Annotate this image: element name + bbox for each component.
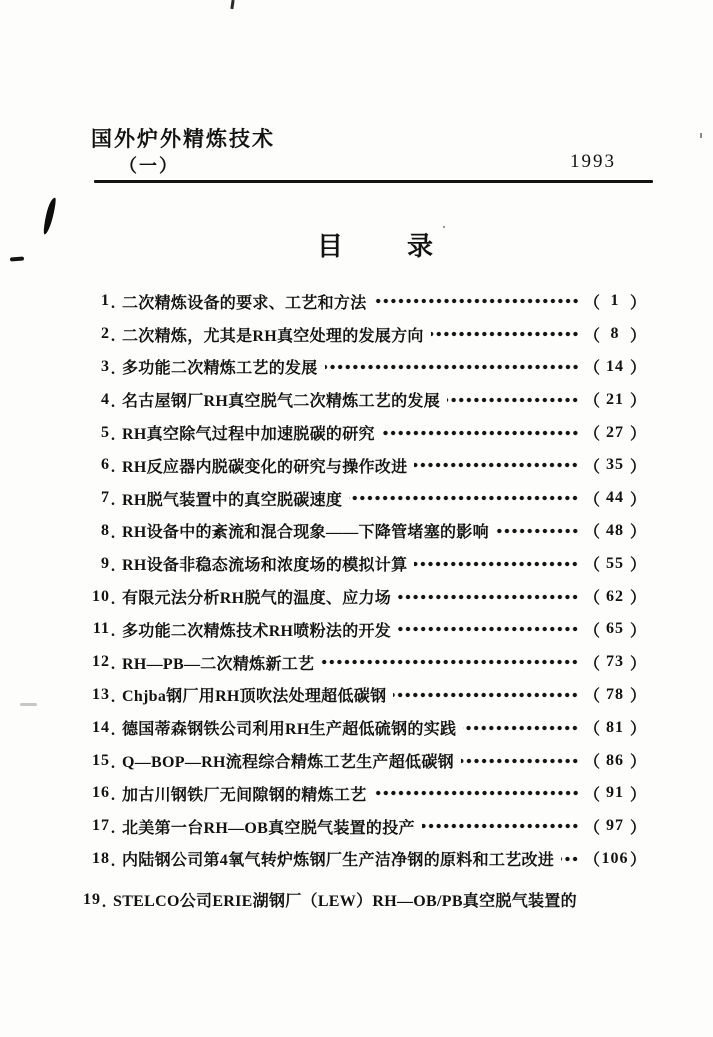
toc-item-period: . bbox=[111, 721, 115, 739]
toc-item-paren-close: ） bbox=[629, 360, 646, 378]
toc-row bbox=[85, 646, 646, 679]
toc-item-paren-close: ） bbox=[629, 458, 646, 476]
toc-item-title: 有限元法分析RH脱气的温度、应力场 bbox=[122, 590, 392, 608]
toc-item-period: . bbox=[111, 426, 115, 444]
toc-leader-dots bbox=[325, 351, 579, 384]
toc-item-number-cell bbox=[85, 325, 115, 346]
toc-item-number: 4 bbox=[101, 390, 110, 408]
toc-item-title: RH—PB—二次精炼新工艺 bbox=[122, 655, 315, 673]
toc-item-paren-open: （ bbox=[583, 557, 600, 575]
toc-item-title: RH真空除气过程中加速脱碳的研究 bbox=[122, 426, 375, 444]
toc-item-pageref bbox=[584, 552, 646, 575]
toc-item-number-cell bbox=[85, 456, 115, 477]
toc-leader-dots bbox=[398, 613, 579, 646]
toc-item-title: 加古川钢铁厂无间隙钢的精炼工艺 bbox=[122, 786, 367, 804]
toc-item-number: 12 bbox=[92, 653, 110, 671]
toc-row bbox=[85, 449, 646, 482]
toc-item-paren-close: ） bbox=[629, 294, 646, 312]
toc-leader-dots bbox=[422, 810, 579, 843]
toc-item-title: 名古屋钢厂RH真空脱气二次精炼工艺的发展 bbox=[122, 393, 441, 411]
toc-item-paren-close: ） bbox=[629, 426, 646, 444]
toc-item-period: . bbox=[111, 656, 115, 674]
toc-item-page-number: 8 bbox=[610, 325, 620, 343]
toc-item-paren-open: （ bbox=[583, 655, 600, 673]
toc-item-pageref bbox=[584, 749, 646, 772]
toc-item-title: RH反应器内脱碳变化的研究与操作改进 bbox=[122, 458, 408, 476]
toc-row bbox=[85, 580, 646, 613]
toc-item-number: 15 bbox=[92, 751, 110, 769]
toc-item-paren-open: （ bbox=[583, 754, 600, 772]
toc-leader-dots bbox=[349, 482, 579, 515]
toc-item-page-number: 62 bbox=[605, 587, 624, 605]
toc-item-title: 德国蒂森钢铁公司利用RH生产超低硫钢的实践 bbox=[122, 721, 457, 739]
toc-item-page-number: 78 bbox=[605, 685, 624, 703]
toc-leader-dots bbox=[463, 711, 579, 744]
toc-item-number-cell bbox=[85, 588, 115, 606]
toc-item-page-number: 14 bbox=[605, 357, 624, 375]
toc-row bbox=[85, 515, 646, 548]
toc-item-paren-close: ） bbox=[629, 393, 646, 411]
toc-item-period: . bbox=[111, 820, 115, 838]
book-volume-label: （一） bbox=[119, 156, 179, 177]
book-title: 国外炉外精炼技术 bbox=[91, 127, 275, 151]
toc-item-page-number: 106 bbox=[601, 849, 629, 867]
toc-item-page-number: 65 bbox=[605, 620, 624, 638]
toc-item-page-number: 91 bbox=[605, 784, 624, 802]
toc-item-title: RH设备非稳态流场和浓度场的模拟计算 bbox=[122, 557, 408, 575]
toc-leader-dots bbox=[414, 449, 579, 482]
toc-item-number: 6 bbox=[101, 456, 110, 474]
toc-item-number-cell bbox=[85, 784, 115, 805]
toc-item-number: 2 bbox=[101, 325, 110, 343]
toc-item-number-cell bbox=[85, 653, 115, 674]
toc-item-period: . bbox=[111, 492, 115, 510]
toc-item-period: . bbox=[102, 893, 106, 911]
toc-item-pageref bbox=[584, 519, 646, 542]
toc-item-number: 8 bbox=[101, 521, 110, 539]
toc-item-period: . bbox=[111, 393, 115, 411]
toc-item-paren-open: （ bbox=[583, 458, 600, 476]
toc-item-paren-open: （ bbox=[583, 819, 600, 837]
toc-item-paren-close: ） bbox=[629, 491, 646, 509]
toc-item-title: 二次精炼设备的要求、工艺和方法 bbox=[122, 294, 367, 312]
toc-item-title: RH设备中的紊流和混合现象——下降管堵塞的影响 bbox=[122, 524, 489, 542]
toc-row bbox=[85, 777, 646, 810]
toc-item-period: . bbox=[111, 787, 115, 805]
toc-item-paren-open: （ bbox=[583, 360, 600, 378]
toc-item-title: 北美第一台RH—OB真空脱气装置的投产 bbox=[122, 819, 415, 837]
toc-item-period: . bbox=[111, 524, 115, 542]
toc-item-number-cell bbox=[85, 391, 115, 409]
toc-item-period: . bbox=[111, 852, 115, 870]
toc-item-paren-open: （ bbox=[583, 590, 600, 608]
toc-item-number-cell bbox=[76, 891, 106, 909]
toc-item-number: 14 bbox=[92, 718, 110, 736]
toc-item-paren-open: （ bbox=[583, 852, 600, 870]
toc-row bbox=[85, 810, 646, 843]
toc-list bbox=[85, 285, 646, 916]
toc-item-page-number: 73 bbox=[605, 653, 624, 671]
toc-item-number: 19 bbox=[83, 890, 101, 908]
toc-row bbox=[76, 883, 646, 916]
toc-item-number: 3 bbox=[101, 357, 110, 375]
toc-item-period: . bbox=[111, 557, 115, 575]
toc-leader-dots bbox=[447, 383, 579, 416]
toc-item-paren-open: （ bbox=[583, 426, 600, 444]
toc-leader-dots bbox=[461, 744, 579, 777]
toc-item-title: 多功能二次精炼技术RH喷粉法的开发 bbox=[122, 622, 392, 640]
toc-leader-dots bbox=[382, 416, 579, 449]
toc-item-title: Chjba钢厂用RH顶吹法处理超低碳钢 bbox=[122, 688, 387, 706]
toc-item-page-number: 44 bbox=[605, 489, 624, 507]
toc-heading bbox=[317, 233, 433, 262]
toc-item-paren-open: （ bbox=[583, 786, 600, 804]
toc-item-pageref bbox=[584, 454, 646, 477]
toc-item-pageref bbox=[584, 716, 646, 739]
toc-row bbox=[85, 613, 646, 646]
toc-item-paren-close: ） bbox=[629, 524, 646, 542]
toc-leader-dots bbox=[374, 777, 579, 810]
toc-item-pageref bbox=[584, 487, 646, 510]
toc-item-number-cell bbox=[85, 752, 115, 770]
toc-item-paren-close: ） bbox=[629, 688, 646, 706]
toc-item-paren-close: ） bbox=[629, 754, 646, 772]
toc-leader-dots bbox=[561, 843, 579, 876]
toc-item-pageref bbox=[584, 585, 646, 608]
toc-item-page-number: 97 bbox=[605, 817, 624, 835]
toc-row bbox=[85, 547, 646, 580]
toc-item-page-number: 35 bbox=[605, 456, 624, 474]
toc-item-number: 1 bbox=[101, 292, 110, 310]
toc-row bbox=[85, 482, 646, 515]
toc-item-page-number: 48 bbox=[605, 521, 624, 539]
toc-item-period: . bbox=[111, 623, 115, 641]
toc-leader-dots bbox=[393, 679, 579, 712]
toc-leader-dots bbox=[431, 318, 579, 351]
toc-leader-dots bbox=[414, 547, 579, 580]
toc-heading-char-2: 录 bbox=[407, 232, 434, 262]
toc-heading-char-1: 目 bbox=[317, 232, 344, 262]
toc-item-period: . bbox=[111, 590, 115, 608]
toc-item-paren-open: （ bbox=[583, 721, 600, 739]
toc-item-paren-close: ） bbox=[629, 655, 646, 673]
toc-item-pageref bbox=[584, 782, 646, 805]
toc-item-number: 16 bbox=[92, 784, 110, 802]
toc-leader-dots bbox=[496, 515, 579, 548]
toc-item-pageref bbox=[584, 815, 646, 838]
toc-item-period: . bbox=[111, 295, 115, 313]
toc-leader-dots bbox=[374, 285, 579, 318]
scan-speck-right bbox=[700, 133, 702, 138]
toc-row bbox=[85, 351, 646, 384]
toc-item-pageref bbox=[584, 847, 646, 870]
toc-item-number-cell bbox=[85, 358, 115, 376]
toc-item-paren-open: （ bbox=[583, 688, 600, 706]
toc-item-period: . bbox=[111, 459, 115, 477]
toc-leader-dots bbox=[398, 580, 579, 613]
scan-smudge bbox=[20, 703, 37, 706]
toc-item-number: 10 bbox=[92, 587, 110, 605]
toc-item-paren-open: （ bbox=[583, 524, 600, 542]
toc-item-paren-close: ） bbox=[629, 786, 646, 804]
toc-item-period: . bbox=[111, 754, 115, 772]
toc-item-paren-close: ） bbox=[629, 819, 646, 837]
toc-row bbox=[85, 285, 646, 318]
toc-item-title: 多功能二次精炼工艺的发展 bbox=[122, 360, 318, 378]
toc-item-number: 18 bbox=[92, 849, 110, 867]
toc-item-page-number: 86 bbox=[605, 751, 624, 769]
toc-leader-dots bbox=[321, 646, 579, 679]
toc-item-number-cell bbox=[85, 522, 115, 540]
toc-item-number-cell bbox=[85, 850, 115, 868]
toc-item-number-cell bbox=[85, 686, 115, 704]
toc-row bbox=[85, 318, 646, 351]
toc-item-title: Q—BOP—RH流程综合精炼工艺生产超低碳钢 bbox=[122, 754, 454, 772]
toc-item-number: 7 bbox=[101, 489, 110, 507]
toc-item-paren-open: （ bbox=[583, 327, 600, 345]
toc-item-pageref bbox=[584, 290, 646, 313]
toc-item-page-number: 21 bbox=[605, 390, 624, 408]
toc-item-pageref bbox=[584, 355, 646, 378]
toc-item-period: . bbox=[111, 688, 115, 706]
toc-item-pageref bbox=[584, 388, 646, 411]
toc-row bbox=[85, 744, 646, 777]
scan-speck-heading bbox=[443, 226, 445, 228]
header-divider bbox=[94, 180, 653, 183]
toc-item-number: 9 bbox=[101, 554, 110, 572]
toc-item-title: STELCO公司ERIE湖钢厂（LEW）RH—OB/PB真空脱气装置的 bbox=[113, 893, 577, 911]
toc-item-paren-open: （ bbox=[583, 393, 600, 411]
toc-item-page-number: 27 bbox=[605, 423, 624, 441]
toc-item-number-cell bbox=[85, 489, 115, 510]
toc-item-number: 5 bbox=[101, 423, 110, 441]
toc-item-number: 17 bbox=[92, 817, 110, 835]
toc-item-paren-open: （ bbox=[583, 294, 600, 312]
toc-item-paren-close: ） bbox=[629, 327, 646, 345]
toc-item-number-cell bbox=[85, 424, 115, 442]
toc-row bbox=[85, 383, 646, 416]
toc-item-paren-close: ） bbox=[629, 590, 646, 608]
toc-item-number-cell bbox=[85, 292, 115, 313]
toc-row bbox=[85, 679, 646, 712]
toc-item-pageref bbox=[584, 421, 646, 444]
toc-item-paren-close: ） bbox=[629, 557, 646, 575]
toc-item-number-cell bbox=[85, 817, 115, 838]
toc-item-number: 11 bbox=[92, 620, 110, 638]
toc-item-number-cell bbox=[85, 555, 115, 573]
toc-item-paren-open: （ bbox=[583, 622, 600, 640]
toc-item-paren-close: ） bbox=[629, 721, 646, 739]
toc-item-period: . bbox=[111, 360, 115, 378]
toc-item-paren-close: ） bbox=[629, 852, 646, 870]
scan-speck-top bbox=[230, 0, 234, 9]
pen-mark-slash bbox=[42, 197, 57, 236]
toc-item-page-number: 55 bbox=[605, 554, 624, 572]
toc-item-title: 二次精炼，尤其是RH真空处理的发展方向 bbox=[122, 327, 424, 345]
toc-item-page-number: 1 bbox=[610, 292, 620, 310]
toc-item-pageref bbox=[584, 651, 646, 674]
book-year: 1993 bbox=[570, 151, 616, 172]
toc-row bbox=[85, 843, 646, 876]
toc-item-paren-close: ） bbox=[629, 622, 646, 640]
toc-item-title: RH脱气装置中的真空脱碳速度 bbox=[122, 491, 343, 509]
toc-row bbox=[85, 416, 646, 449]
toc-row bbox=[85, 711, 646, 744]
pen-mark-dash bbox=[10, 257, 24, 262]
toc-item-pageref bbox=[584, 683, 646, 706]
toc-item-pageref bbox=[584, 618, 646, 641]
toc-item-number-cell bbox=[85, 620, 115, 641]
toc-item-number: 13 bbox=[92, 685, 110, 703]
toc-item-paren-open: （ bbox=[583, 491, 600, 509]
toc-item-pageref bbox=[584, 323, 646, 346]
toc-item-title: 内陆钢公司第4氧气转炉炼钢厂生产洁净钢的原料和工艺改进 bbox=[122, 852, 555, 870]
toc-item-number-cell bbox=[85, 719, 115, 737]
toc-item-period: . bbox=[111, 328, 115, 346]
toc-item-page-number: 81 bbox=[605, 718, 624, 736]
